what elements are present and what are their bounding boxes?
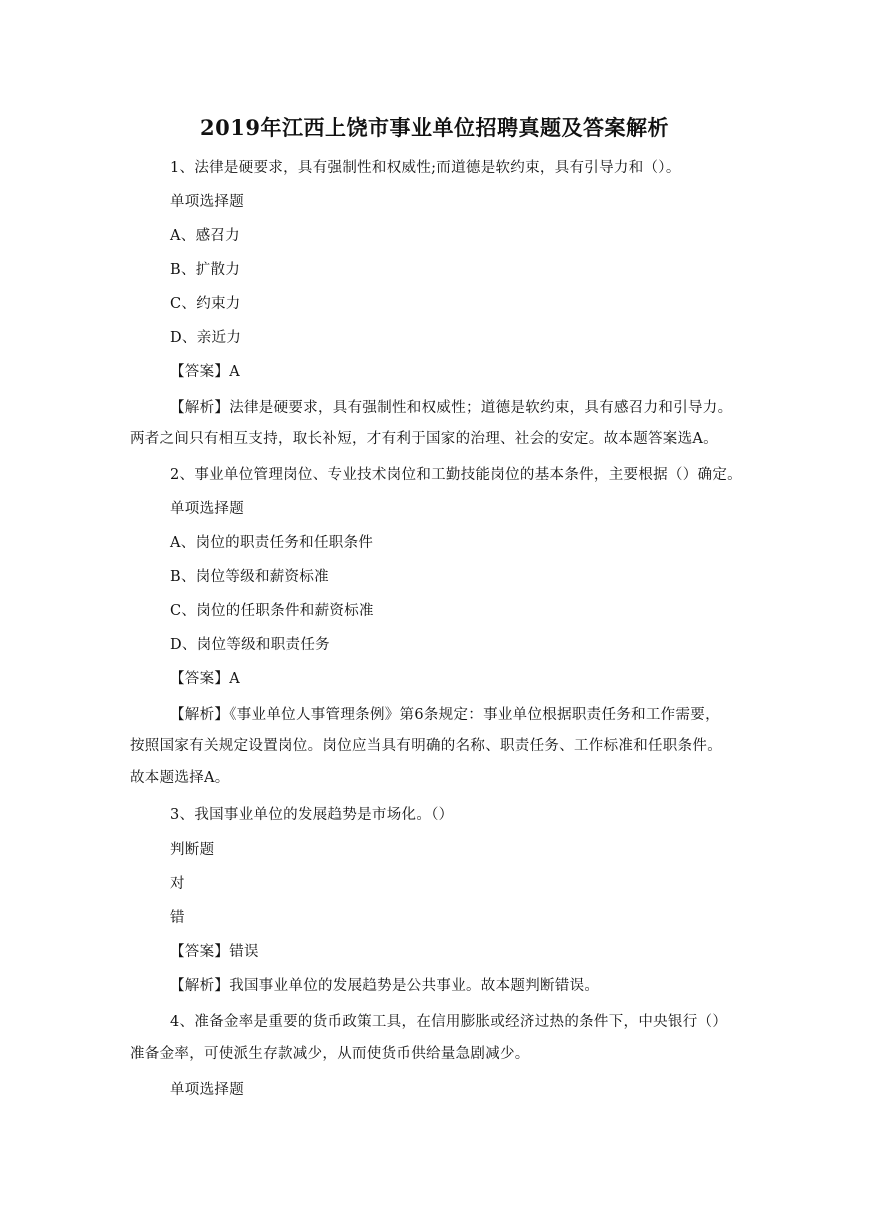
question-4-stem-cont: 准备金率，可使派生存款减少，从而使货币供给量急剧减少。 bbox=[130, 1046, 530, 1062]
question-1-option-d: D、亲近力 bbox=[170, 330, 242, 346]
question-3-explanation: 【解析】我国事业单位的发展趋势是公共事业。故本题判断错误。 bbox=[170, 978, 600, 994]
question-2-option-d: D、岗位等级和职责任务 bbox=[170, 637, 330, 653]
question-2-option-b: B、岗位等级和薪资标准 bbox=[170, 569, 329, 585]
question-1-option-a: A、感召力 bbox=[170, 228, 240, 244]
document-title: 2019年江西上饶市事业单位招聘真题及答案解析 bbox=[200, 115, 669, 140]
question-2-answer: 【答案】A bbox=[170, 671, 240, 687]
question-2-explanation-cont: 按照国家有关规定设置岗位。岗位应当具有明确的名称、职责任务、工作标准和任职条件。 bbox=[130, 738, 722, 754]
question-3-type: 判断题 bbox=[170, 842, 215, 858]
question-1-answer: 【答案】A bbox=[170, 364, 240, 380]
question-1-type: 单项选择题 bbox=[170, 194, 244, 210]
question-1-stem: 1、法律是硬要求，具有强制性和权威性;而道德是软约束，具有引导力和（）。 bbox=[170, 160, 681, 176]
question-1-option-c: C、约束力 bbox=[170, 296, 241, 312]
question-3-answer: 【答案】错误 bbox=[170, 944, 259, 960]
question-4-stem: 4、准备金率是重要的货币政策工具，在信用膨胀或经济过热的条件下，中央银行（） bbox=[170, 1014, 728, 1030]
question-1-option-b: B、扩散力 bbox=[170, 262, 241, 278]
question-2-option-a: A、岗位的职责任务和任职条件 bbox=[170, 535, 374, 551]
question-4-type: 单项选择题 bbox=[170, 1082, 244, 1098]
question-2-stem: 2、事业单位管理岗位、专业技术岗位和工勤技能岗位的基本条件，主要根据（）确定。 bbox=[170, 467, 742, 483]
question-3-option-false: 错 bbox=[170, 910, 185, 926]
question-2-explanation-end: 故本题选择A。 bbox=[130, 770, 230, 786]
question-2-option-c: C、岗位的任职条件和薪资标准 bbox=[170, 603, 374, 619]
question-1-explanation-cont: 两者之间只有相互支持，取长补短，才有利于国家的治理、社会的安定。故本题答案选A。 bbox=[130, 431, 718, 447]
question-3-option-true: 对 bbox=[170, 876, 185, 892]
question-3-stem: 3、我国事业单位的发展趋势是市场化。（） bbox=[170, 807, 454, 823]
question-2-type: 单项选择题 bbox=[170, 501, 244, 517]
question-2-explanation: 【解析】《事业单位人事管理条例》第6条规定：事业单位根据职责任务和工作需要， bbox=[170, 707, 720, 723]
question-1-explanation: 【解析】法律是硬要求，具有强制性和权威性；道德是软约束，具有感召力和引导力。 bbox=[170, 400, 733, 416]
